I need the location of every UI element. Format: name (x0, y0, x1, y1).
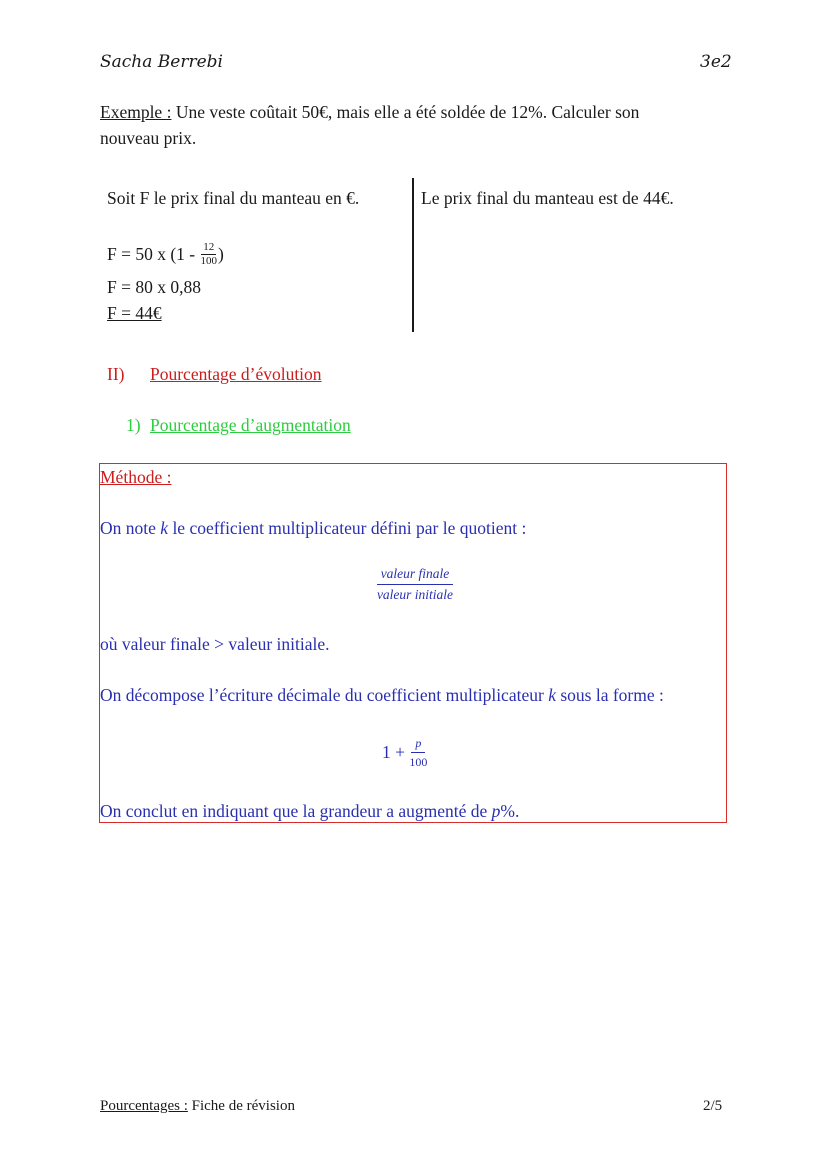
author-name: Sacha Berrebi (100, 52, 223, 72)
method-line-1 (100, 515, 526, 541)
fraction-numerator: 12 (203, 240, 215, 253)
fraction-12-100 (201, 242, 218, 267)
quotient-numerator: valeur finale (377, 567, 454, 585)
method-line-4-p: p (491, 801, 501, 821)
method-line-3-b: sous la forme : (555, 685, 664, 705)
equation-1 (107, 241, 224, 267)
method-line-4 (100, 798, 519, 824)
method-line-2: où valeur finale > valeur initiale. (100, 634, 330, 654)
equation-1-right: ) (218, 244, 224, 264)
footer-subtitle: Fiche de révision (187, 1098, 295, 1114)
formula-numerator: p (411, 737, 425, 753)
column-divider (412, 178, 414, 332)
equation-3: F = 44€ (107, 303, 162, 323)
example-text-line1: Une veste coûtait 50€, mais elle a été soldée de 12%. Calculer son (171, 102, 640, 122)
subsection-number: 1) (126, 415, 141, 435)
method-line-4-a: On conclut en indiquant que la grandeur a augmenté de (100, 801, 492, 821)
method-line-3-a: On décompose l’écriture décimale du coefficient multiplicateur (100, 685, 549, 705)
quotient-denominator: valeur initiale (376, 586, 454, 602)
formula-denominator: 100 (409, 755, 428, 769)
class-label: 3e2 (700, 52, 732, 72)
quotient-fraction (377, 567, 454, 601)
subsection-title: Pourcentage d’augmentation (150, 415, 351, 435)
method-line-3 (100, 682, 664, 708)
decomposition-formula (382, 737, 427, 768)
method-line-1-k: k (160, 518, 169, 538)
solution-conclusion: Le prix final du manteau est de 44€. (421, 188, 674, 208)
method-title: Méthode : (100, 467, 172, 487)
footer-title (100, 1098, 295, 1115)
example-statement (100, 99, 740, 151)
footer-title-main: Pourcentages : (100, 1098, 188, 1114)
quotient-formula (360, 567, 470, 601)
formula-left: 1 + (382, 742, 410, 762)
section-number: II) (107, 364, 125, 384)
method-line-3-k: k (548, 685, 556, 705)
equation-2: F = 80 x 0,88 (107, 277, 201, 297)
example-label: Exemple : (100, 102, 172, 122)
fraction-denominator: 100 (200, 254, 218, 267)
example-text-line2: nouveau prix. (100, 128, 197, 148)
method-line-1-b: le coefficient multiplicateur défini par le quotient : (168, 518, 527, 538)
equation-1-left: F = 50 x (1 - (107, 244, 200, 264)
page-number: 2/5 (703, 1098, 723, 1114)
method-line-1-a: On note (100, 518, 161, 538)
formula-fraction (409, 737, 427, 768)
method-line-4-b: %. (500, 801, 520, 821)
solution-let: Soit F le prix final du manteau en €. (107, 188, 360, 208)
section-title: Pourcentage d’évolution (150, 364, 322, 384)
